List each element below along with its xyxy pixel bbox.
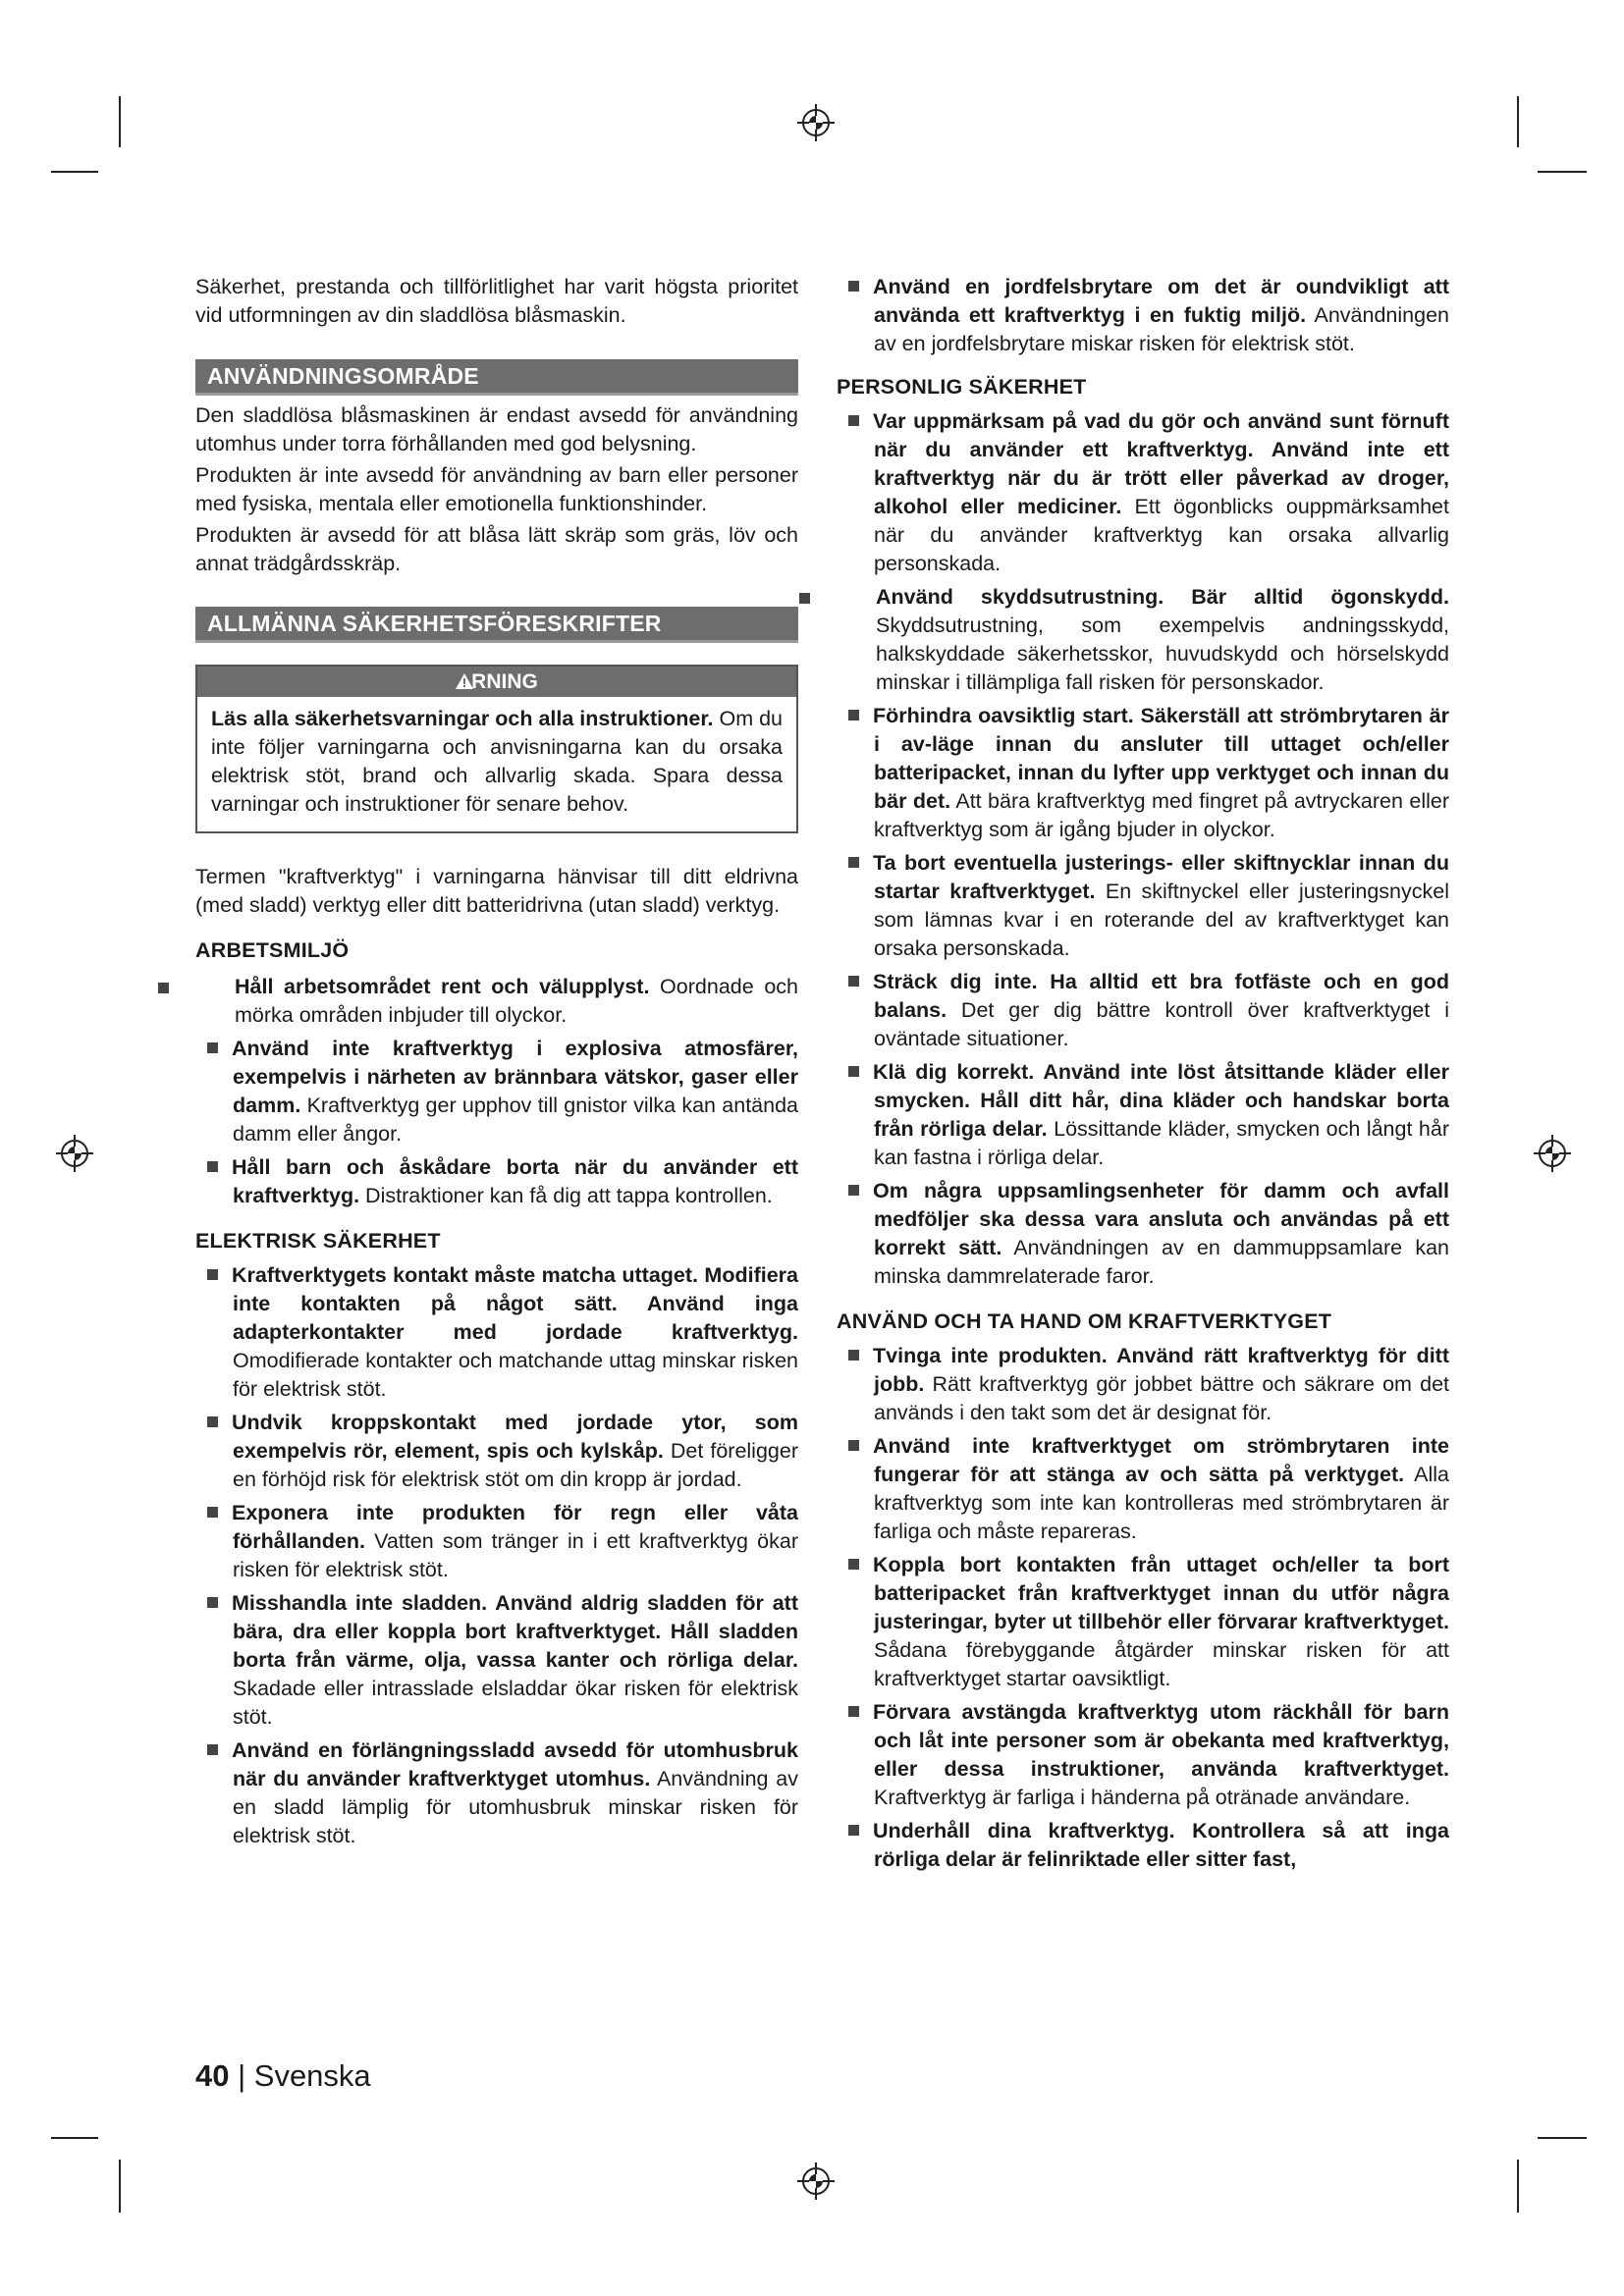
usage-paragraph: Den sladdlösa blåsmaskinen är endast avsedd för användning utomhus under torra förhållanden med god belysning. [195,403,798,455]
list-item: Använd inte kraftverktyg i explosiva atmosfärer, exempelvis i närheten av brännbara vätskor, gaser eller damm. Kraftverktyg ger upphov till gnistor vilka kan antända damm eller ångor. [195,1035,798,1148]
list-item: Håll arbetsområdet rent och välupplyst. Oordnade och mörka områden inbjuder till olyckor. [195,973,798,1030]
list-item: Kraftverktygets kontakt måste matcha uttaget. Modifiera inte kontakten på något sätt. Använd inga adapterkontakter med jordade kraftverktyg. Omodifierade kontakter och matchande uttag minskar risken för elektrisk stöt. [195,1261,798,1404]
bullet-icon [207,1161,218,1172]
list-item: Undvik kroppskontakt med jordade ytor, som exempelvis rör, element, spis och kylskåp. Det föreligger en förhöjd risk för elektrisk stöt om din kropp är jordad. [195,1409,798,1494]
general-heading-bar [195,607,798,643]
bullet-icon [848,710,859,721]
bullet-icon [207,1744,218,1755]
list-item: Använd skyddsutrustning. Bär alltid ögonskydd. Skyddsutrustning, som exempelvis andningsskydd, halkskyddade säkerhetsskor, huvudskydd och hörselskydd minskar i tillämpliga fall risken för personskador. [837,583,1449,697]
bullet-icon [848,1350,859,1361]
list-item: Förhindra oavsiktlig start. Säkerställ att strömbrytaren är i av-läge innan du ansluter till uttaget och/eller batteripacket, innan du lyfter upp verktyget och innan du bär det. Att bära kraftverktyg med fingret på avtryckaren eller kraftverktyg som är igång bjuder in olyckor. [837,702,1449,844]
intro-paragraph: Säkerhet, prestanda och tillförlitlighet har varit högsta prioritet vid utformningen av din sladdlösa blåsmaskin. [195,275,798,327]
registration-mark-icon [1534,1135,1571,1172]
crop-mark [51,2137,98,2139]
list-item: Koppla bort kontakten från uttaget och/eller ta bort batteripacket från kraftverktyget innan du utför några justeringar, byter ut tillbehör eller förvarar kraftverktyget. Sådana förebyggande åtgärder minskar risken för att kraftverktyget startar oavsiktligt. [837,1551,1449,1693]
left-column [195,273,798,1855]
bullet-icon [848,415,859,426]
tool-use-heading: ANVÄND OCH TA HAND OM KRAFTVERKTYGET [837,1309,1332,1333]
bullet-icon [207,1269,218,1280]
registration-mark-icon [56,1135,93,1172]
list-item: Var uppmärksam på vad du gör och använd sunt förnuft när du använder ett kraftverktyg. Använd inte ett kraftverktyg när du är trött eller påverkad av droger, alkohol eller mediciner. Ett ögonblicks ouppmärksamhet när du använder kraftverktyg kan orsaka allvarlig personskada. [837,407,1449,578]
usage-heading: ANVÄNDNINGSOMRÅDE [195,359,798,393]
warning-body: Om du inte följer varningarna och anvisningarna kan du orsaka elektrisk stöt, brand och allvarlig skada. Spara dessa varningar och instruktioner för senare behov. [211,707,783,816]
warning-header [197,667,796,697]
bullet-icon [848,1185,859,1196]
work-area-heading: ARBETSMILJÖ [195,938,350,962]
list-item: Exponera inte produkten för regn eller våta förhållanden. Vatten som tränger in i ett kraftverktyg ökar risken för elektrisk stöt. [195,1499,798,1584]
bullet-icon [848,1066,859,1077]
page-footer [195,2058,371,2094]
crop-mark [1517,2160,1519,2213]
crop-mark [119,2160,121,2213]
list-item: Misshandla inte sladden. Använd aldrig sladden för att bära, dra eller koppla bort kraftverktyget. Håll sladden borta från värme, olja, vassa kanter och rörliga delar. Skadade eller intrasslade elsladdar ökar risken för elektrisk stöt. [195,1589,798,1732]
bullet-icon [158,983,169,993]
crop-mark [1538,171,1587,173]
bullet-icon [207,1597,218,1608]
footer-language: Svenska [253,2058,371,2093]
list-item: Ta bort eventuella justerings- eller skiftnycklar innan du startar kraftverktyget. En skiftnyckel eller justeringsnyckel som lämnas kvar i en roterande del av kraftverktyget kan orsaka personskada. [837,849,1449,963]
crop-mark [119,96,121,147]
list-item: Tvinga inte produkten. Använd rätt kraftverktyg för ditt jobb. Rätt kraftverktyg gör jobbet bättre och säkrare om det används i den takt som det är designat för. [837,1342,1449,1427]
registration-mark-icon [797,2163,835,2200]
registration-mark-icon [797,104,835,141]
list-item: Använd inte kraftverktyget om strömbrytaren inte fungerar för att stänga av och sätta på verktyget. Alla kraftverktyg som inte kan kontrolleras med strömbrytaren är farliga och måste repareras. [837,1432,1449,1546]
warning-text [197,697,796,828]
bullet-icon [848,1440,859,1451]
footer-separator: | [229,2058,254,2093]
crop-mark [51,171,98,173]
list-item: Förvara avstängda kraftverktyg utom räckhåll för barn och låt inte personer som är obekanta med kraftverktyg, eller dessa instruktioner, använda kraftverktyget. Kraftverktyg är farliga i händerna på otränade användare. [837,1698,1449,1812]
warning-box [195,665,798,833]
list-item: Använd en jordfelsbrytare om det är oundvikligt att använda ett kraftverktyg i en fuktig miljö. Användningen av en jordfelsbrytare miskar risken för elektrisk stöt. [837,273,1449,358]
usage-paragraph: Produkten är inte avsedd för användning av barn eller personer med fysiska, mentala eller emotionella funktionshinder. [195,463,798,515]
list-item: Håll barn och åskådare borta när du använder ett kraftverktyg. Distraktioner kan få dig att tappa kontrollen. [195,1153,798,1210]
personal-heading: PERSONLIG SÄKERHET [837,375,1087,399]
usage-heading-bar [195,359,798,396]
bullet-icon [799,593,810,604]
general-safety-heading: ALLMÄNNA SÄKERHETSFÖRESKRIFTER [195,607,798,640]
right-column [837,273,1449,1879]
list-item: Klä dig korrekt. Använd inte löst åtsittande kläder eller smycken. Håll ditt hår, dina kläder och handskar borta från rörliga delar. Lössittande kläder, smycken och långt hår kan fastna i rörliga delar. [837,1058,1449,1172]
electrical-heading: ELEKTRISK SÄKERHET [195,1229,441,1253]
usage-paragraph: Produkten är avsedd för att blåsa lätt skräp som gräs, löv och annat trädgårdsskräp. [195,523,798,575]
list-item: Använd en förlängningssladd avsedd för utomhusbruk när du använder kraftverktyget utomhus. Användning av en sladd lämplig för utomhusbruk minskar risken för elektrisk stöt. [195,1736,798,1850]
bullet-icon [207,1416,218,1427]
list-item: Om några uppsamlingsenheter för damm och avfall medföljer ska dessa vara ansluta och användas på ett korrekt sätt. Användningen av en dammuppsamlare kan minska dammrelaterade faror. [837,1177,1449,1291]
crop-mark [1538,2137,1587,2139]
list-item: Sträck dig inte. Ha alltid ett bra fotfäste och en god balans. Det ger dig bättre kontroll över kraftverktyget i oväntade situationer. [837,968,1449,1053]
bullet-icon [848,857,859,868]
crop-mark [1517,96,1519,147]
bullet-icon [848,976,859,987]
bullet-icon [848,1706,859,1717]
list-item: Underhåll dina kraftverktyg. Kontrollera så att inga rörliga delar är felinriktade eller sitter fast, [837,1817,1449,1874]
bullet-icon [207,1507,218,1518]
bullet-icon [848,281,859,292]
bullet-icon [207,1042,218,1053]
term-paragraph: Termen "kraftverktyg" i varningarna hänvisar till ditt eldrivna (med sladd) verktyg eller ditt batteridrivna (utan sladd) verktyg. [195,865,798,917]
warning-label: RNING [471,670,538,693]
bullet-icon [848,1559,859,1570]
bullet-icon [848,1825,859,1836]
warning-bold: Läs alla säkerhetsvarningar och alla instruktioner. [211,707,714,730]
page-number: 40 [195,2058,230,2093]
